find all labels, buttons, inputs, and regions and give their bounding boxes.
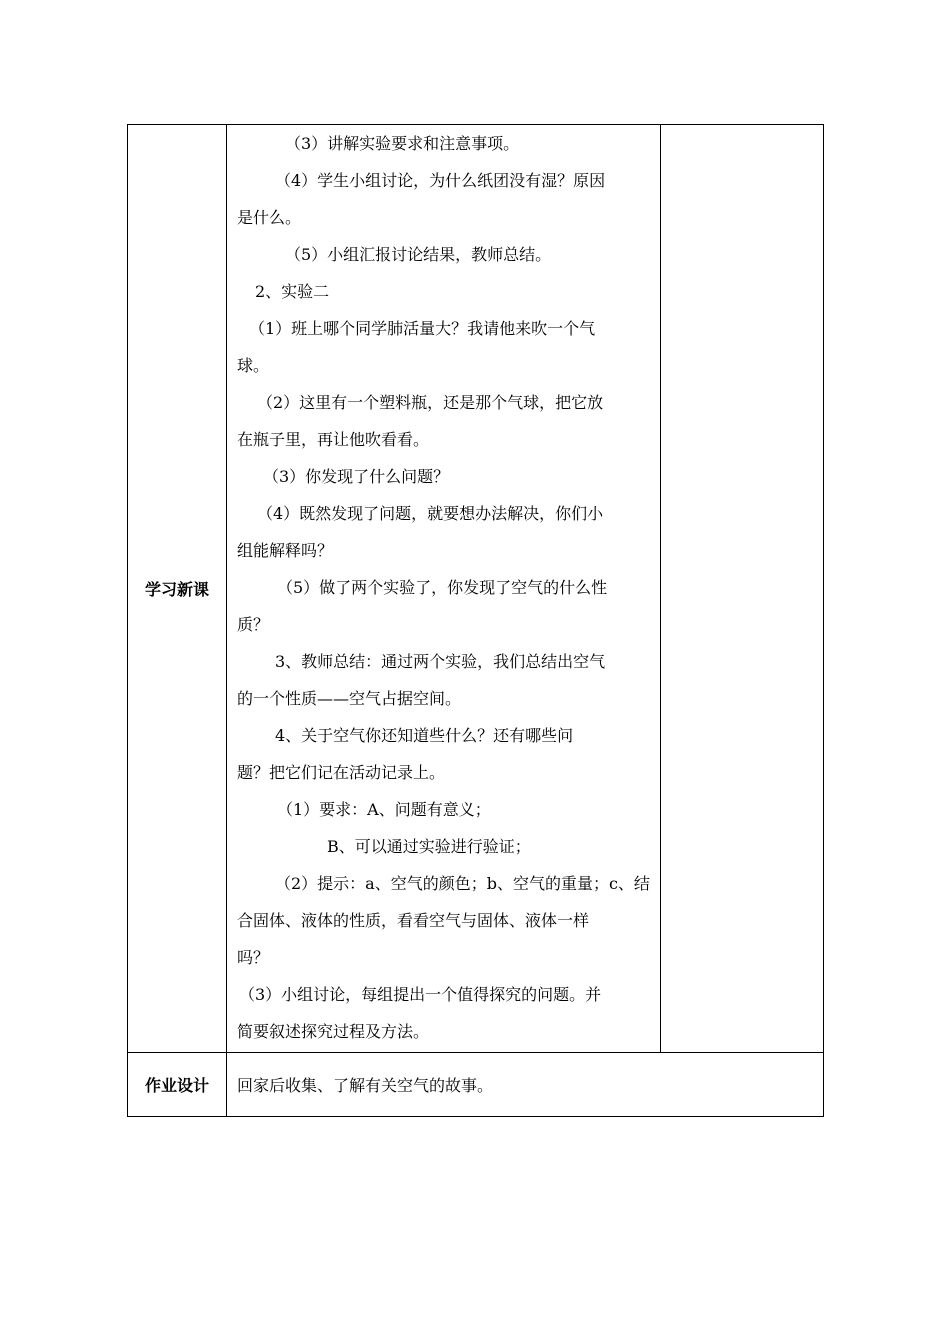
lesson-plan-table xyxy=(127,124,824,1117)
content-line: 3、教师总结：通过两个实验，我们总结出空气 xyxy=(275,652,606,671)
content-line: 在瓶子里，再让他吹看看。 xyxy=(237,430,430,449)
content-line: 简要叙述探究过程及方法。 xyxy=(237,1022,430,1041)
content-line: （1）要求：A、问题有意义； xyxy=(277,800,491,819)
table-row-new-lesson xyxy=(128,125,824,1053)
content-line: 题？把它们记在活动记录上。 xyxy=(237,763,446,782)
content-line: B、可以通过实验进行验证； xyxy=(327,837,531,856)
content-line: （5）小组汇报讨论结果，教师总结。 xyxy=(285,245,552,264)
content-line: 球。 xyxy=(237,356,270,375)
content-line: 4、关于空气你还知道些什么？还有哪些问 xyxy=(275,726,574,745)
content-line: （1）班上哪个同学肺活量大？我请他来吹一个气 xyxy=(249,319,596,338)
content-line: （3）小组讨论，每组提出一个值得探究的问题。并 xyxy=(239,985,602,1004)
content-line: （2）这里有一个塑料瓶，还是那个气球，把它放 xyxy=(257,393,604,412)
content-line: 质？ xyxy=(237,615,270,634)
content-line: （2）提示：a、空气的颜色；b、空气的重量；c、结 xyxy=(275,874,650,893)
table-row-homework xyxy=(128,1053,824,1117)
content-line: 是什么。 xyxy=(237,208,302,227)
row-label-homework: 作业设计 xyxy=(128,1053,227,1117)
content-line: 合固体、液体的性质，看看空气与固体、液体一样 xyxy=(237,911,590,930)
new-lesson-content xyxy=(227,125,661,1053)
notes-column-cell xyxy=(661,125,824,1053)
content-line: （4）学生小组讨论，为什么纸团没有湿？原因 xyxy=(275,171,606,190)
content-line: 组能解释吗？ xyxy=(237,541,334,560)
row-label-new-lesson: 学习新课 xyxy=(128,125,227,1053)
homework-content: 回家后收集、了解有关空气的故事。 xyxy=(227,1053,824,1117)
content-line: 2、实验二 xyxy=(255,282,330,301)
content-line: 的一个性质——空气占据空间。 xyxy=(237,689,462,708)
content-line: （4）既然发现了问题，就要想办法解决，你们小 xyxy=(257,504,604,523)
content-line: （5）做了两个实验了，你发现了空气的什么性 xyxy=(277,578,608,597)
content-line: 吗？ xyxy=(237,948,270,967)
content-line: （3）讲解实验要求和注意事项。 xyxy=(285,134,520,153)
content-line: （3）你发现了什么问题？ xyxy=(263,467,450,486)
